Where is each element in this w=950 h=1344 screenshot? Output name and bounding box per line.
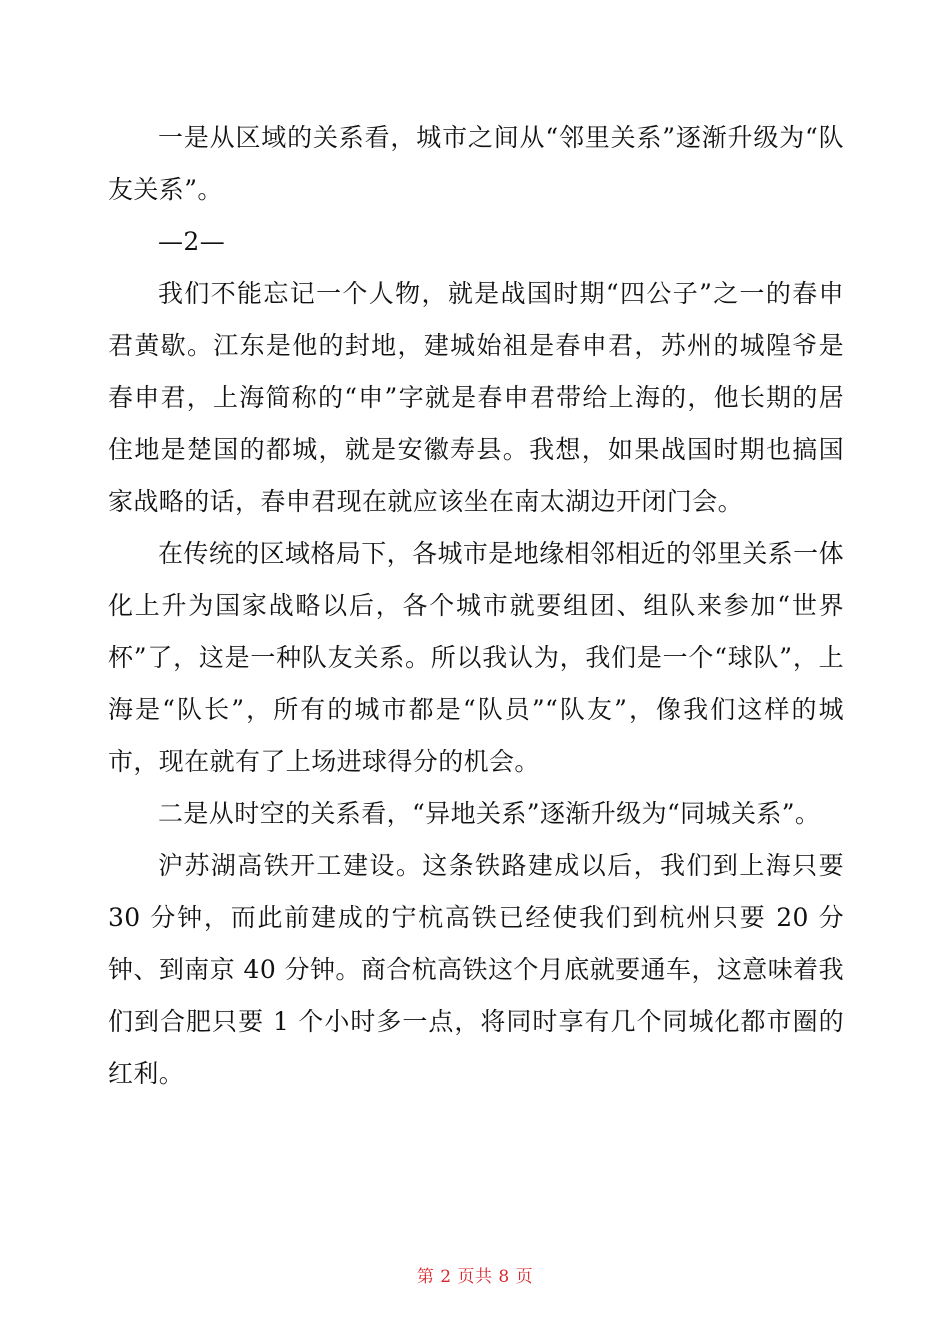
paragraph-spacetime-relation: 二是从时空的关系看，“异地关系”逐渐升级为“同城关系”。	[158, 799, 821, 828]
paragraph-teammate-relation: 在传统的区域格局下，各城市是地缘相邻相近的邻里关系一体化上升为国家战略以后，各个城市就要组团、组队来参加“世界杯”了，这是一种队友关系。所以我认为，我们是一个“球队”，上海是“队长”，所有的城市都是“队员”“队友”，像我们这样的城市，现在就有了上场进球得分的机会。	[108, 539, 844, 776]
inline-page-marker: —2—	[158, 227, 226, 256]
paragraph-chunshen-jun: 我们不能忘记一个人物，就是战国时期“四公子”之一的春申君黄歇。江东是他的封地，建城始祖是春申君，苏州的城隍爷是春申君，上海简称的“申”字就是春申君带给上海的，他长期的居住地是楚国的都城，就是安徽寿县。我想，如果战国时期也搞国家战略的话，春申君现在就应该坐在南太湖边开闭门会。	[108, 279, 844, 516]
document-body	[108, 112, 844, 1100]
page-footer-indicator: 第 2 页共 8 页	[416, 1267, 534, 1287]
paragraph-region-relation: 一是从区域的关系看，城市之间从“邻里关系”逐渐升级为“队友关系”。	[108, 123, 844, 204]
paragraph-high-speed-rail: 沪苏湖高铁开工建设。这条铁路建成以后，我们到上海只要 30 分钟，而此前建成的宁杭高铁已经使我们到杭州只要 20 分钟、到南京 40 分钟。商合杭高铁这个月底就要通车，这意味着我们到合肥只要 1 个小时多一点，将同时享有几个同城化都市圈的红利。	[108, 851, 844, 1088]
